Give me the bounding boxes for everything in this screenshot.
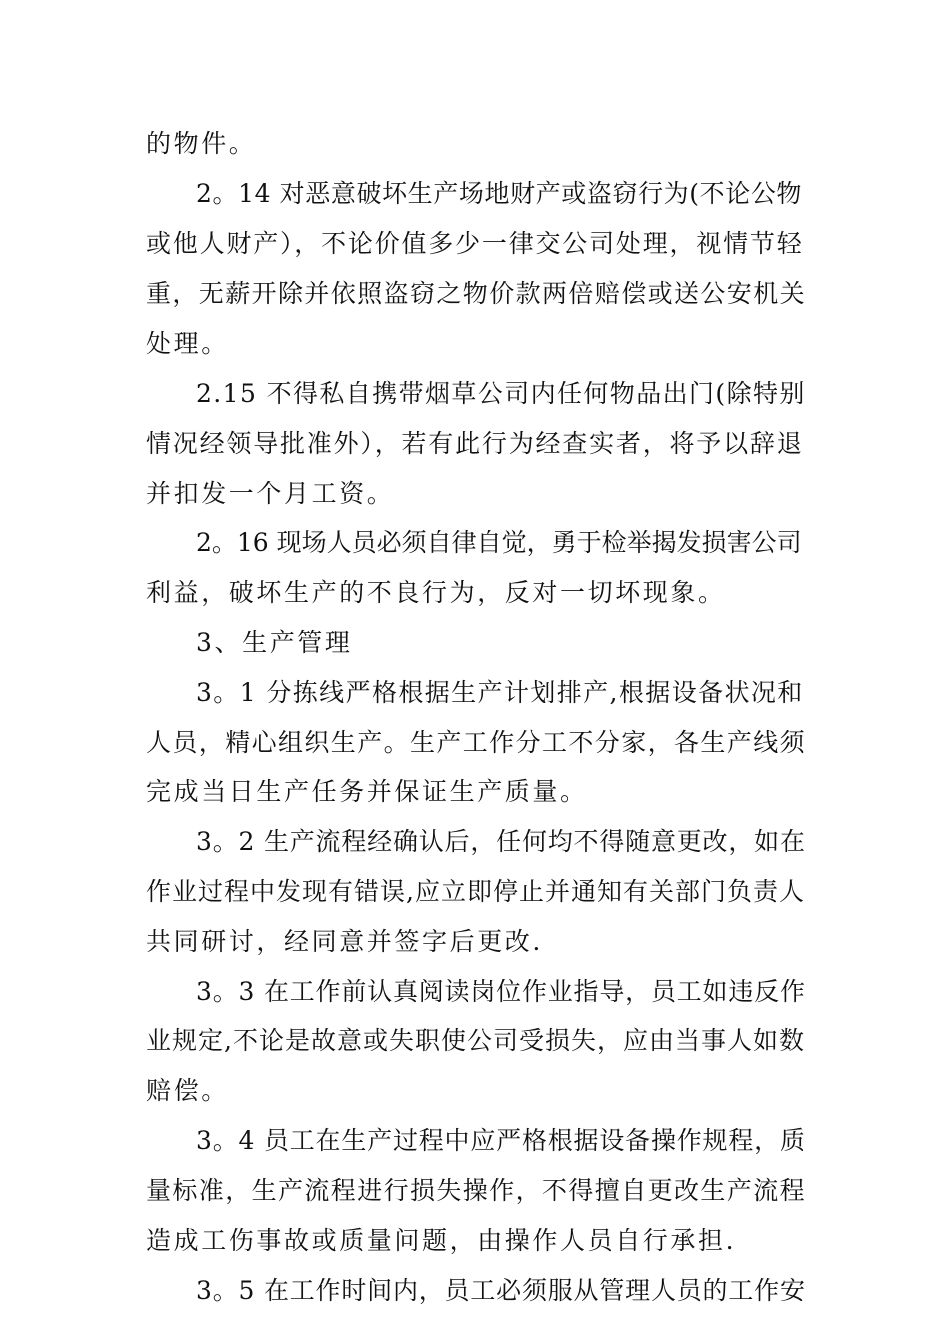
text-line: 2.15 不得私自携带烟草公司内任何物品出门(除特别 [196,379,806,408]
text-line: 3。1 分拣线严格根据生产计划排产,根据设备状况和 [196,678,804,707]
text-line: 2。16 现场人员必须自律自觉，勇于检举揭发损害公司 [196,528,802,557]
text-line: 或他人财产），不论价值多少一律交公司处理，视情节轻 [146,229,804,258]
section-heading: 3、生产管理 [196,628,353,657]
text-line: 3。3 在工作前认真阅读岗位作业指导，员工如违反作 [196,977,806,1006]
text-line: 完成当日生产任务并保证生产质量。 [146,777,588,806]
text-line: 利益，破坏生产的不良行为，反对一切坏现象。 [146,578,726,607]
text-line: 并扣发一个月工资。 [146,479,395,508]
text-line: 重，无薪开除并依照盗窃之物价款两倍赔偿或送公安机关 [146,279,807,308]
text-line: 3。2 生产流程经确认后，任何均不得随意更改，如在 [196,827,806,856]
text-line: 作业过程中发现有错误,应立即停止并通知有关部门负责人 [146,877,805,906]
text-line: 2。14 对恶意破坏生产场地财产或盗窃行为(不论公物 [196,179,803,208]
text-line: 人员，精心组织生产。生产工作分工不分家，各生产线须 [146,728,807,757]
text-line: 的物件。 [146,129,257,158]
text-line: 赔偿。 [146,1076,229,1105]
text-line: 3。4 员工在生产过程中应严格根据设备操作规程，质 [196,1126,806,1155]
text-line: 情况经领导批准外），若有此行为经查实者，将予以辞退 [146,429,804,458]
text-line: 业规定,不论是故意或失职使公司受损失，应由当事人如数 [146,1026,805,1055]
text-line: 造成工伤事故或质量问题，由操作人员自行承担. [146,1226,737,1255]
text-line: 共同研讨，经同意并签字后更改. [146,927,543,956]
text-line: 处理。 [146,329,229,358]
text-line: 量标准，生产流程进行损失操作，不得擅自更改生产流程 [146,1176,807,1205]
text-line: 3。5 在工作时间内，员工必须服从管理人员的工作安 [196,1276,806,1305]
